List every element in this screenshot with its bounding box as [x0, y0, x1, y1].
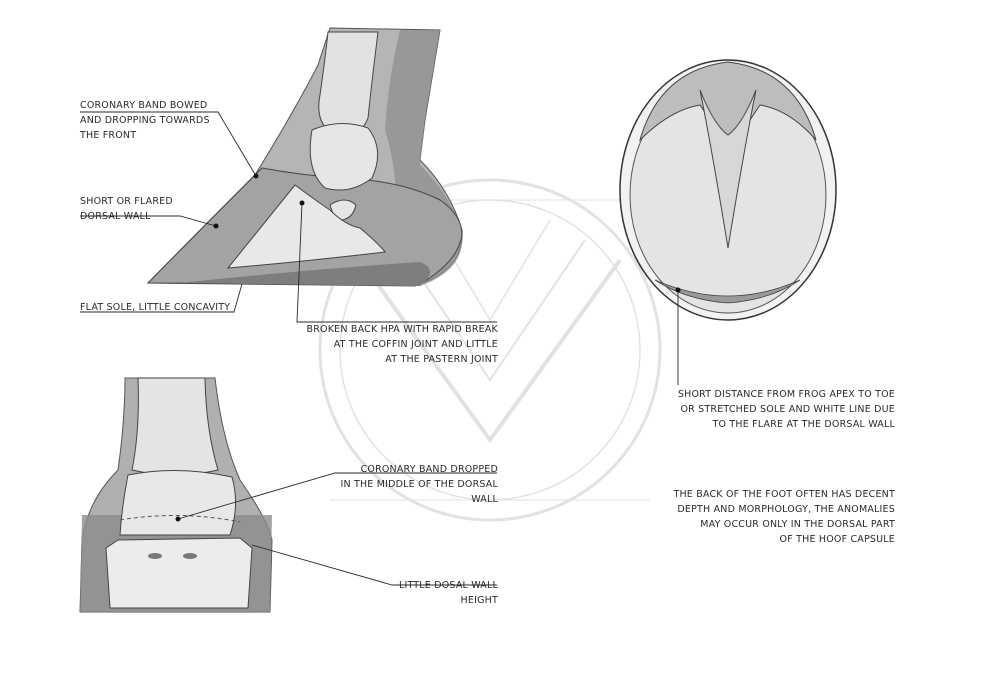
sole-view	[620, 60, 836, 320]
frontal-coffin-bone	[106, 538, 252, 608]
frontal-long-pastern	[132, 378, 218, 475]
label-short-flared-dorsal-wall: SHORT OR FLARED DORSAL WALL	[80, 196, 173, 222]
frontal-coffin-hole	[148, 553, 162, 559]
label-little-dorsal-wall-height: LITTLE DOSAL WALL HEIGHT	[398, 580, 498, 606]
frontal-short-pastern	[120, 470, 236, 535]
lateral-hoof-view	[148, 28, 462, 286]
label-short-distance-frog: SHORT DISTANCE FROM FROG APEX TO TOE OR STRETCHED SOLE AND WHITE LINE DUE TO THE FLARE AT THE DORSAL WALL	[677, 389, 895, 430]
label-flat-sole: FLAT SOLE, LITTLE CONCAVITY	[80, 302, 231, 313]
label-coronary-band-bowed: CORONARY BAND BOWED AND DROPPING TOWARDS THE FRONT	[80, 100, 210, 141]
label-broken-back-hpa: BROKEN BACK HPA WITH RAPID BREAK AT THE COFFIN JOINT AND LITTLE AT THE PASTERN JOINT	[306, 324, 498, 365]
label-back-of-foot-note: THE BACK OF THE FOOT OFTEN HAS DECENT DEPTH AND MORPHOLOGY, THE ANOMALIES MAY OCCUR ONLY IN THE DORSAL PART OF THE HOOF CAPSULE	[673, 489, 895, 545]
lateral-short-pastern	[310, 123, 377, 190]
frontal-coffin-hole	[183, 553, 197, 559]
label-coronary-band-dropped: CORONARY BAND DROPPED IN THE MIDDLE OF THE DORSAL WALL	[340, 464, 498, 505]
frontal-hoof-view	[80, 378, 272, 612]
